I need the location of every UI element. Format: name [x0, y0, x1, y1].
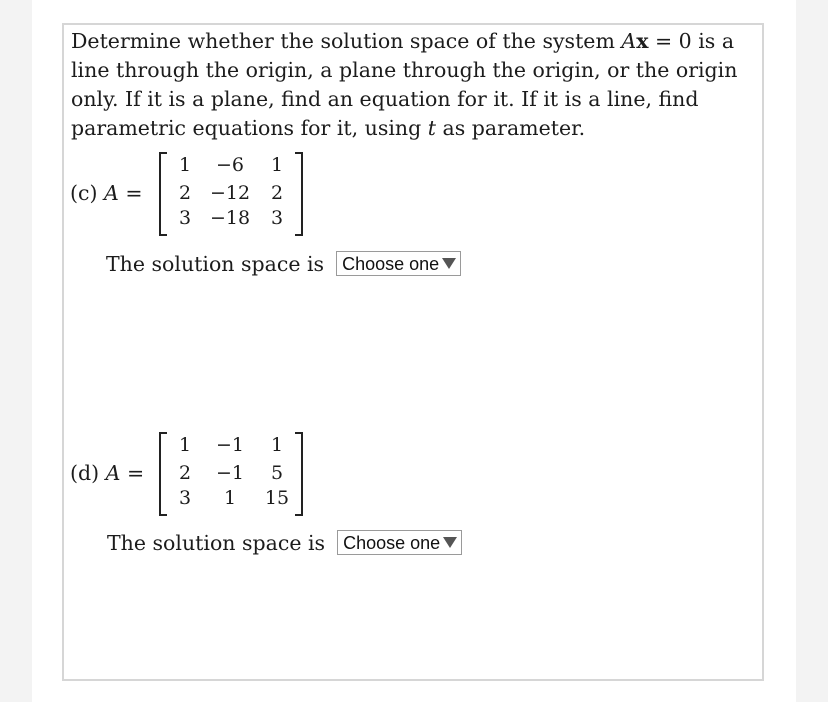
matrix-cell: 1: [270, 434, 284, 456]
matrix-cell: 3: [178, 487, 192, 509]
part-d-matrix: [159, 432, 303, 516]
matrix-cell: 3: [270, 207, 284, 229]
intro-text-2: = 0 is a line through the origin, a plane through the origin, or the origin only. If it is a plane, find an equation for it. If it is a line, find parametric equations for it, using: [71, 29, 738, 140]
matrix-cell: −12: [210, 182, 251, 204]
matrix-cell: −1: [215, 462, 244, 484]
dropdown-caret-icon: [442, 258, 456, 269]
page: [32, 0, 796, 702]
intro-var-x: x: [636, 29, 649, 53]
part-c-solution-select[interactable]: [336, 251, 461, 276]
part-c-eq: =: [118, 181, 143, 205]
part-d-eq: =: [120, 461, 145, 485]
part-c-matrix: [159, 152, 303, 236]
matrix-cell: −18: [210, 207, 251, 229]
part-d-label: [70, 461, 144, 485]
matrix-cell: 5: [270, 462, 284, 484]
matrix-cell: 2: [178, 182, 192, 204]
part-c-answer: [106, 250, 461, 276]
matrix-cell: −1: [215, 434, 244, 456]
matrix-cell: 1: [178, 154, 192, 176]
part-d-answer: [107, 529, 462, 555]
part-d-answer-text: The solution space is: [107, 530, 326, 555]
matrix-cell: −6: [215, 154, 244, 176]
part-c-select-value: Choose one: [342, 254, 440, 274]
matrix-cell: 3: [178, 207, 192, 229]
part-d-select-value: Choose one: [343, 533, 441, 553]
dropdown-caret-icon: [443, 537, 457, 548]
intro-text-3: as parameter.: [436, 116, 586, 140]
matrix-cell: 1: [270, 154, 284, 176]
intro-var-a: A: [621, 29, 637, 53]
matrix-cell: 1: [178, 434, 192, 456]
matrix-cell: 2: [178, 462, 192, 484]
matrix-cell: 2: [270, 182, 284, 204]
question-card: [62, 23, 764, 681]
part-c-var: A: [104, 181, 119, 205]
matrix-cell: 1: [223, 487, 237, 509]
part-d-var: A: [105, 461, 121, 485]
intro-text-1: Determine whether the solution space of the system: [71, 29, 622, 53]
intro-var-t: t: [427, 116, 437, 140]
question-text: [71, 27, 761, 143]
part-c-prefix: (c): [70, 181, 104, 205]
part-c-answer-text: The solution space is: [106, 251, 325, 276]
part-c-label: [70, 181, 143, 205]
part-d-prefix: (d): [70, 461, 106, 485]
matrix-cell: 15: [264, 487, 290, 509]
part-d-solution-select[interactable]: [337, 530, 462, 555]
